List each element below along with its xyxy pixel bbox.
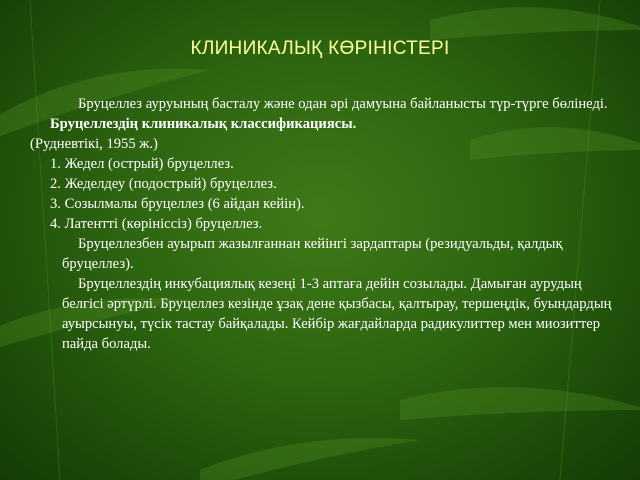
slide-title: КЛИНИКАЛЫҚ КӨРІНІСТЕРІ xyxy=(190,38,450,59)
residual-paragraph: Бруцеллезбен ауырып жазылғаннан кейінгі зардаптары (резидуальды, қалдық бруцеллез). xyxy=(62,236,563,272)
list-item: 4. Латентті (көрініссіз) бруцеллез. xyxy=(50,216,263,232)
list-item: 1. Жедел (острый) бруцеллез. xyxy=(50,156,234,172)
list-item: 2. Жеделдеу (подострый) бруцеллез. xyxy=(50,176,277,192)
incubation-paragraph: Бруцеллездің инкубациялық кезеңі 1-3 аптаға дейін созылады. Дамыған аурудың белгісі әртүрлі. Бруцеллез кезінде ұзақ дене қызбасы, қалтырау, тершеңдік, буындардың ауырсынуы, түсік тастау байқалады. Кейбір жағдайларда радикулиттер мен миозиттер пайда болады. xyxy=(62,276,612,352)
classification-heading: Бруцеллездің клиникалық классификациясы. xyxy=(50,116,357,132)
list-item: 3. Созылмалы бруцеллез (6 айдан кейін). xyxy=(50,196,305,212)
slide-body xyxy=(30,94,614,354)
classification-source: (Рудневтікі, 1955 ж.) xyxy=(30,136,158,152)
intro-paragraph: Бруцеллез ауруының басталу және одан әрі дамуына байланысты түр-түрге бөлінеді. xyxy=(78,96,608,112)
